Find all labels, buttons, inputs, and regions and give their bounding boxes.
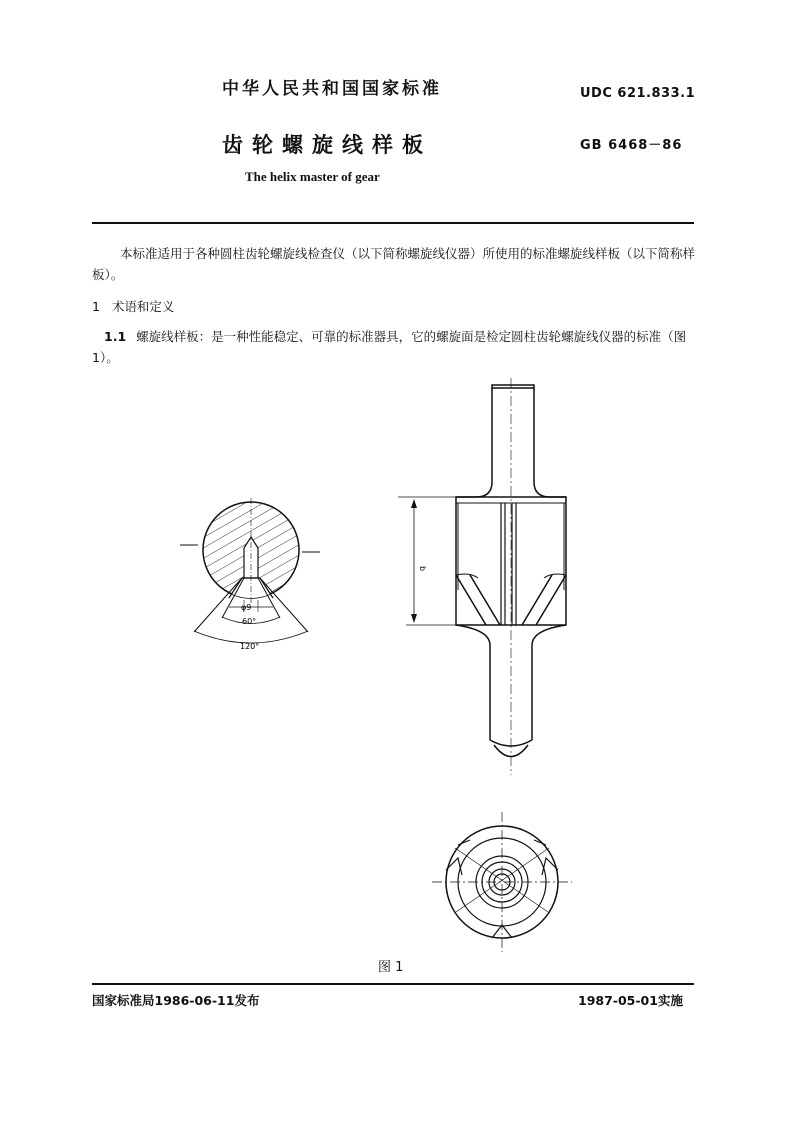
section-title: 术语和定义 xyxy=(111,299,175,314)
plan-view xyxy=(432,812,572,952)
figure-caption: 图 1 xyxy=(378,960,404,975)
udc-code: UDC 621.833.1 xyxy=(580,86,696,101)
effective-date: 1987-05-01实施 xyxy=(578,993,683,1008)
issued-date: 国家标准局1986-06-11发布 xyxy=(92,993,260,1008)
gb-code: GB 6468－86 xyxy=(580,138,683,153)
dim-angle-60: 60° xyxy=(242,617,257,626)
footer-rule xyxy=(92,983,694,985)
dim-b: b xyxy=(418,566,427,572)
dim-angle-120: 120° xyxy=(240,642,260,651)
dim-diameter: φ9 xyxy=(241,603,252,612)
document-title-en: The helix master of gear xyxy=(245,169,380,184)
document-title-cn: 齿轮螺旋线样板 xyxy=(222,133,432,157)
elevation-view xyxy=(398,378,566,775)
clause-number: 1.1 xyxy=(104,329,127,344)
section-number: 1 xyxy=(92,299,100,314)
intro-paragraph: 本标准适用于各种圆柱齿轮螺旋线检查仪（以下简称螺旋线仪器）所使用的标准螺旋线样板（以下简称样板）。 xyxy=(92,246,696,282)
clause-text: 螺旋线样板：是一种性能稳定、可靠的标准器具，它的螺旋面是检定圆柱齿轮螺旋线仪器的标准（图1）。 xyxy=(92,329,687,365)
issuing-country-standard: 中华人民共和国国家标准 xyxy=(222,79,442,99)
